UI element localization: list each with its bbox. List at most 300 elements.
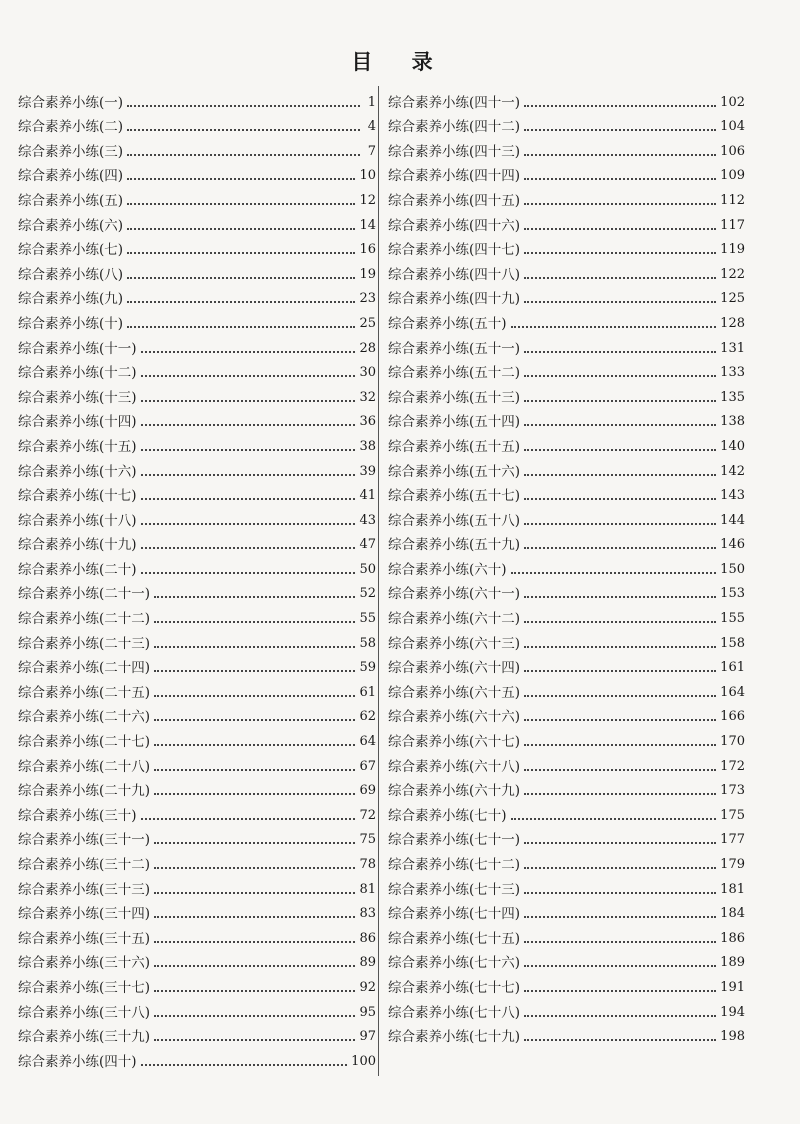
toc-entry-label: 综合素养小练(六十四) [388, 660, 521, 677]
toc-entry[interactable] [18, 332, 376, 357]
toc-entry-label: 综合素养小练(一) [18, 94, 124, 111]
dot-leader [524, 621, 716, 623]
toc-entry[interactable] [388, 135, 745, 160]
toc-entry[interactable] [388, 1021, 745, 1046]
toc-entry[interactable] [18, 307, 376, 332]
dot-leader [127, 154, 360, 156]
toc-entry-page: 32 [359, 389, 376, 405]
dot-leader [524, 400, 716, 402]
dot-leader [524, 129, 716, 131]
dot-leader [141, 523, 356, 525]
toc-entry[interactable] [388, 357, 745, 382]
toc-entry-page: 92 [359, 979, 376, 995]
toc-entry-page: 186 [720, 930, 745, 946]
toc-entry-page: 1 [367, 94, 376, 110]
toc-entry-label: 综合素养小练(六十七) [388, 734, 521, 751]
dot-leader [524, 547, 716, 549]
toc-entry[interactable] [18, 652, 376, 677]
dot-leader [524, 277, 716, 279]
toc-entry-page: 89 [359, 955, 376, 971]
toc-left-column [18, 86, 376, 1070]
toc-entry-page: 86 [359, 930, 376, 946]
dot-leader [524, 1015, 716, 1017]
toc-entry[interactable] [388, 283, 745, 308]
dot-leader [154, 990, 355, 992]
toc-entry-label: 综合素养小练(五十一) [388, 340, 521, 357]
toc-entry[interactable] [18, 947, 376, 972]
dot-leader [154, 842, 355, 844]
toc-entry[interactable] [18, 258, 376, 283]
toc-entry[interactable] [18, 283, 376, 308]
toc-entry-page: 72 [359, 807, 376, 823]
toc-entry-page: 47 [359, 537, 376, 553]
dot-leader [524, 523, 716, 525]
column-divider [378, 86, 379, 1076]
toc-entry-label: 综合素养小练(三十八) [18, 1004, 151, 1021]
dot-leader [141, 474, 356, 476]
toc-entry-page: 170 [720, 734, 745, 750]
toc-entry[interactable] [388, 258, 745, 283]
toc-entry[interactable] [388, 504, 745, 529]
toc-entry[interactable] [388, 971, 745, 996]
toc-entry-page: 12 [359, 192, 376, 208]
toc-entry-page: 106 [720, 143, 745, 159]
toc-entry[interactable] [18, 381, 376, 406]
toc-entry-label: 综合素养小练(三十九) [18, 1029, 151, 1046]
toc-entry[interactable] [18, 898, 376, 923]
toc-entry[interactable] [388, 332, 745, 357]
toc-entry-page: 41 [359, 488, 376, 504]
toc-entry-label: 综合素养小练(六十) [388, 561, 507, 578]
dot-leader [511, 326, 717, 328]
toc-entry[interactable] [388, 947, 745, 972]
dot-leader [524, 301, 716, 303]
toc-entry-page: 58 [359, 635, 376, 651]
dot-leader [154, 670, 355, 672]
toc-entry-page: 164 [720, 684, 745, 700]
dot-leader [154, 892, 355, 894]
dot-leader [141, 1064, 348, 1066]
toc-entry-page: 50 [359, 561, 376, 577]
dot-leader [141, 375, 356, 377]
toc-entry-label: 综合素养小练(三十一) [18, 832, 151, 849]
dot-leader [154, 941, 355, 943]
dot-leader [127, 326, 355, 328]
toc-entry-label: 综合素养小练(六十九) [388, 783, 521, 800]
toc-entry-page: 155 [720, 611, 745, 627]
toc-entry-label: 综合素养小练(七十八) [388, 1004, 521, 1021]
toc-entry-page: 161 [720, 660, 745, 676]
toc-entry-page: 10 [359, 168, 376, 184]
toc-entry-label: 综合素养小练(七十三) [388, 881, 521, 898]
toc-entry-label: 综合素养小练(三十) [18, 807, 137, 824]
toc-entry-page: 131 [720, 340, 745, 356]
toc-entry-page: 125 [720, 291, 745, 307]
toc-entry[interactable] [388, 406, 745, 431]
toc-entry[interactable] [388, 307, 745, 332]
toc-entry-page: 104 [720, 119, 745, 135]
dot-leader [154, 1039, 355, 1041]
toc-entry-page: 153 [720, 586, 745, 602]
dot-leader [154, 695, 355, 697]
dot-leader [524, 449, 716, 451]
toc-entry[interactable] [18, 406, 376, 431]
dot-leader [524, 351, 716, 353]
toc-entry[interactable] [18, 578, 376, 603]
dot-leader [524, 474, 716, 476]
dot-leader [524, 596, 716, 598]
toc-entry-label: 综合素养小练(十九) [18, 537, 137, 554]
toc-entry-label: 综合素养小练(五十八) [388, 512, 521, 529]
toc-entry[interactable] [388, 652, 745, 677]
toc-entry[interactable] [388, 775, 745, 800]
dot-leader [141, 449, 356, 451]
toc-entry-page: 175 [720, 807, 745, 823]
dot-leader [154, 1015, 355, 1017]
toc-entry-label: 综合素养小练(五十九) [388, 537, 521, 554]
toc-entry[interactable] [388, 480, 745, 505]
toc-entry-page: 122 [720, 266, 745, 282]
toc-entry-label: 综合素养小练(六十八) [388, 758, 521, 775]
dot-leader [524, 670, 716, 672]
dot-leader [154, 744, 355, 746]
toc-entry-label: 综合素养小练(五十六) [388, 463, 521, 480]
dot-leader [524, 892, 716, 894]
toc-entry-label: 综合素养小练(十) [18, 315, 124, 332]
dot-leader [141, 572, 356, 574]
toc-entry-label: 综合素养小练(四十六) [388, 217, 521, 234]
toc-entry-label: 综合素养小练(六十二) [388, 611, 521, 628]
toc-entry[interactable] [18, 234, 376, 259]
toc-entry-page: 7 [367, 143, 376, 159]
dot-leader [524, 916, 716, 918]
toc-entry[interactable] [388, 578, 745, 603]
toc-entry[interactable] [388, 996, 745, 1021]
dot-leader [524, 842, 716, 844]
toc-entry[interactable] [18, 750, 376, 775]
toc-entry-label: 综合素养小练(六十一) [388, 586, 521, 603]
toc-entry-label: 综合素养小练(十四) [18, 414, 137, 431]
toc-entry-page: 64 [359, 734, 376, 750]
toc-entry[interactable] [388, 455, 745, 480]
toc-entry[interactable] [18, 553, 376, 578]
toc-entry-page: 67 [359, 758, 376, 774]
toc-entry[interactable] [388, 86, 745, 111]
toc-entry-page: 135 [720, 389, 745, 405]
toc-entry[interactable] [388, 529, 745, 554]
toc-entry[interactable] [18, 799, 376, 824]
toc-entry[interactable] [18, 996, 376, 1021]
toc-entry[interactable] [18, 357, 376, 382]
toc-entry-page: 52 [359, 586, 376, 602]
toc-entry[interactable] [18, 529, 376, 554]
toc-entry-page: 144 [720, 512, 745, 528]
toc-entry[interactable] [388, 627, 745, 652]
toc-entry-page: 191 [720, 979, 745, 995]
toc-entry-label: 综合素养小练(四十) [18, 1053, 137, 1070]
toc-entry-label: 综合素养小练(二十六) [18, 709, 151, 726]
toc-entry[interactable] [18, 627, 376, 652]
toc-entry-label: 综合素养小练(七十四) [388, 906, 521, 923]
dot-leader [524, 105, 716, 107]
toc-entry-page: 36 [359, 414, 376, 430]
toc-entry[interactable] [388, 602, 745, 627]
toc-entry-label: 综合素养小练(五十三) [388, 389, 521, 406]
dot-leader [524, 941, 716, 943]
toc-entry[interactable] [388, 898, 745, 923]
toc-entry[interactable] [388, 553, 745, 578]
dot-leader [141, 351, 356, 353]
toc-entry[interactable] [388, 209, 745, 234]
toc-entry[interactable] [388, 160, 745, 185]
toc-entry-label: 综合素养小练(三十七) [18, 979, 151, 996]
toc-entry[interactable] [18, 701, 376, 726]
toc-entry-label: 综合素养小练(二十八) [18, 758, 151, 775]
toc-entry[interactable] [18, 824, 376, 849]
dot-leader [154, 646, 355, 648]
toc-entry-page: 177 [720, 832, 745, 848]
toc-entry-page: 83 [359, 906, 376, 922]
toc-entry-page: 117 [720, 217, 745, 233]
toc-entry-label: 综合素养小练(十三) [18, 389, 137, 406]
toc-entry-label: 综合素养小练(六十三) [388, 635, 521, 652]
dot-leader [154, 621, 355, 623]
toc-entry-page: 172 [720, 758, 745, 774]
toc-entry[interactable] [18, 86, 376, 111]
toc-entry-label: 综合素养小练(六十六) [388, 709, 521, 726]
toc-right-column [388, 86, 745, 1045]
toc-entry[interactable] [388, 848, 745, 873]
dot-leader [127, 129, 360, 131]
toc-entry-page: 55 [359, 611, 376, 627]
dot-leader [141, 498, 356, 500]
toc-entry[interactable] [18, 184, 376, 209]
toc-entry-page: 59 [359, 660, 376, 676]
toc-entry-page: 102 [720, 94, 745, 110]
toc-entry-label: 综合素养小练(七十二) [388, 857, 521, 873]
toc-entry-label: 综合素养小练(二十四) [18, 660, 151, 677]
toc-entry[interactable] [18, 135, 376, 160]
toc-entry[interactable] [18, 848, 376, 873]
dot-leader [127, 105, 360, 107]
dot-leader [524, 424, 716, 426]
toc-entry[interactable] [388, 701, 745, 726]
toc-entry[interactable] [388, 430, 745, 455]
toc-entry-label: 综合素养小练(二) [18, 119, 124, 136]
toc-entry[interactable] [18, 873, 376, 898]
toc-entry-label: 综合素养小练(七) [18, 242, 124, 259]
toc-entry-label: 综合素养小练(二十一) [18, 586, 151, 603]
toc-entry-label: 综合素养小练(五) [18, 192, 124, 209]
toc-entry[interactable] [18, 602, 376, 627]
dot-leader [154, 769, 355, 771]
toc-entry-page: 198 [720, 1029, 745, 1045]
toc-entry-label: 综合素养小练(五十七) [388, 488, 521, 505]
dot-leader [524, 695, 716, 697]
dot-leader [511, 572, 717, 574]
toc-entry-label: 综合素养小练(七十七) [388, 979, 521, 996]
toc-entry[interactable] [388, 725, 745, 750]
toc-entry-page: 16 [359, 242, 376, 258]
dot-leader [524, 498, 716, 500]
toc-entry-label: 综合素养小练(三十五) [18, 930, 151, 947]
toc-entry-page: 28 [359, 340, 376, 356]
dot-leader [524, 252, 716, 254]
toc-entry[interactable] [388, 381, 745, 406]
dot-leader [511, 818, 717, 820]
toc-entry-label: 综合素养小练(五十二) [388, 365, 521, 382]
toc-entry[interactable] [388, 184, 745, 209]
toc-entry-label: 综合素养小练(七十) [388, 807, 507, 824]
dot-leader [524, 965, 716, 967]
toc-entry-page: 25 [359, 315, 376, 331]
dot-leader [524, 154, 716, 156]
toc-entry[interactable] [388, 922, 745, 947]
toc-entry[interactable] [18, 480, 376, 505]
dot-leader [154, 793, 355, 795]
toc-entry-label: 综合素养小练(三十二) [18, 857, 151, 873]
toc-entry-label: 综合素养小练(十七) [18, 488, 137, 505]
toc-entry[interactable] [388, 111, 745, 136]
dot-leader [154, 916, 355, 918]
toc-entry[interactable] [18, 209, 376, 234]
dot-leader [524, 769, 716, 771]
toc-entry-page: 61 [359, 684, 376, 700]
toc-entry[interactable] [388, 234, 745, 259]
toc-entry[interactable] [18, 676, 376, 701]
toc-entry-page: 146 [720, 537, 745, 553]
dot-leader [127, 301, 355, 303]
toc-entry-page: 173 [720, 783, 745, 799]
toc-entry-page: 38 [359, 438, 376, 454]
toc-entry[interactable] [388, 799, 745, 824]
toc-entry-label: 综合素养小练(二十二) [18, 611, 151, 628]
toc-entry-label: 综合素养小练(四十五) [388, 192, 521, 209]
toc-entry-label: 综合素养小练(十一) [18, 340, 137, 357]
toc-entry-page: 4 [367, 119, 376, 135]
toc-entry-label: 综合素养小练(三十四) [18, 906, 151, 923]
toc-entry-page: 78 [359, 857, 376, 872]
toc-entry-page: 189 [720, 955, 745, 971]
toc-entry[interactable] [18, 430, 376, 455]
dot-leader [127, 178, 355, 180]
toc-entry-page: 69 [359, 783, 376, 799]
toc-entry-page: 81 [359, 881, 376, 897]
toc-entry[interactable] [18, 504, 376, 529]
toc-entry-page: 14 [359, 217, 376, 233]
toc-entry-page: 30 [359, 365, 376, 381]
dot-leader [127, 203, 355, 205]
toc-entry[interactable] [18, 455, 376, 480]
dot-leader [524, 375, 716, 377]
toc-entry-label: 综合素养小练(十五) [18, 438, 137, 455]
dot-leader [154, 719, 355, 721]
toc-entry[interactable] [18, 775, 376, 800]
dot-leader [141, 547, 356, 549]
dot-leader [127, 228, 355, 230]
dot-leader [127, 277, 355, 279]
dot-leader [524, 867, 716, 869]
toc-entry-label: 综合素养小练(五十五) [388, 438, 521, 455]
toc-entry-page: 75 [359, 832, 376, 848]
toc-entry-page: 181 [720, 881, 745, 897]
toc-entry-label: 综合素养小练(十八) [18, 512, 137, 529]
toc-entry-label: 综合素养小练(七十五) [388, 930, 521, 947]
toc-entry-label: 综合素养小练(六十五) [388, 684, 521, 701]
toc-entry-page: 184 [720, 906, 745, 922]
dot-leader [524, 719, 716, 721]
dot-leader [154, 867, 355, 869]
toc-entry[interactable] [18, 725, 376, 750]
dot-leader [154, 965, 355, 967]
toc-entry-label: 综合素养小练(二十三) [18, 635, 151, 652]
toc-entry-page: 142 [720, 463, 745, 479]
toc-entry-label: 综合素养小练(五十四) [388, 414, 521, 431]
toc-entry-label: 综合素养小练(二十七) [18, 734, 151, 751]
toc-entry-page: 23 [359, 291, 376, 307]
toc-entry-page: 119 [720, 242, 745, 258]
toc-entry-page: 150 [720, 561, 745, 577]
dot-leader [141, 424, 356, 426]
dot-leader [524, 178, 716, 180]
toc-entry[interactable] [18, 111, 376, 136]
toc-entry-page: 133 [720, 365, 745, 381]
toc-entry-label: 综合素养小练(十二) [18, 365, 137, 382]
dot-leader [524, 646, 716, 648]
toc-entry-page: 179 [720, 857, 745, 872]
toc-entry-page: 158 [720, 635, 745, 651]
toc-entry-page: 100 [351, 1053, 376, 1069]
toc-entry-label: 综合素养小练(四十三) [388, 143, 521, 160]
toc-entry-label: 综合素养小练(八) [18, 266, 124, 283]
toc-entry-label: 综合素养小练(五十) [388, 315, 507, 332]
dot-leader [524, 744, 716, 746]
dot-leader [524, 793, 716, 795]
toc-entry-page: 95 [359, 1004, 376, 1020]
toc-entry-page: 19 [359, 266, 376, 282]
toc-entry-page: 143 [720, 488, 745, 504]
dot-leader [524, 228, 716, 230]
dot-leader [127, 252, 355, 254]
toc-entry[interactable] [388, 750, 745, 775]
toc-entry[interactable] [18, 922, 376, 947]
toc-entry-label: 综合素养小练(四十四) [388, 168, 521, 185]
toc-entry[interactable] [388, 676, 745, 701]
toc-entry-page: 138 [720, 414, 745, 430]
toc-entry-label: 综合素养小练(四十九) [388, 291, 521, 308]
toc-entry-label: 综合素养小练(七十一) [388, 832, 521, 849]
toc-entry-page: 112 [720, 192, 745, 208]
toc-entry[interactable] [18, 1045, 376, 1070]
toc-entry-page: 109 [720, 168, 745, 184]
toc-entry-label: 综合素养小练(四十七) [388, 242, 521, 259]
toc-entry-label: 综合素养小练(二十五) [18, 684, 151, 701]
toc-entry[interactable] [18, 971, 376, 996]
dot-leader [524, 203, 716, 205]
toc-entry-label: 综合素养小练(四) [18, 168, 124, 185]
toc-entry[interactable] [18, 160, 376, 185]
toc-entry-page: 166 [720, 709, 745, 725]
toc-entry[interactable] [388, 873, 745, 898]
toc-entry-label: 综合素养小练(七十九) [388, 1029, 521, 1046]
toc-entry-page: 128 [720, 315, 745, 331]
toc-entry[interactable] [388, 824, 745, 849]
toc-entry[interactable] [18, 1021, 376, 1046]
toc-entry-label: 综合素养小练(二十九) [18, 783, 151, 800]
toc-entry-label: 综合素养小练(三) [18, 143, 124, 160]
dot-leader [141, 400, 356, 402]
dot-leader [154, 596, 355, 598]
